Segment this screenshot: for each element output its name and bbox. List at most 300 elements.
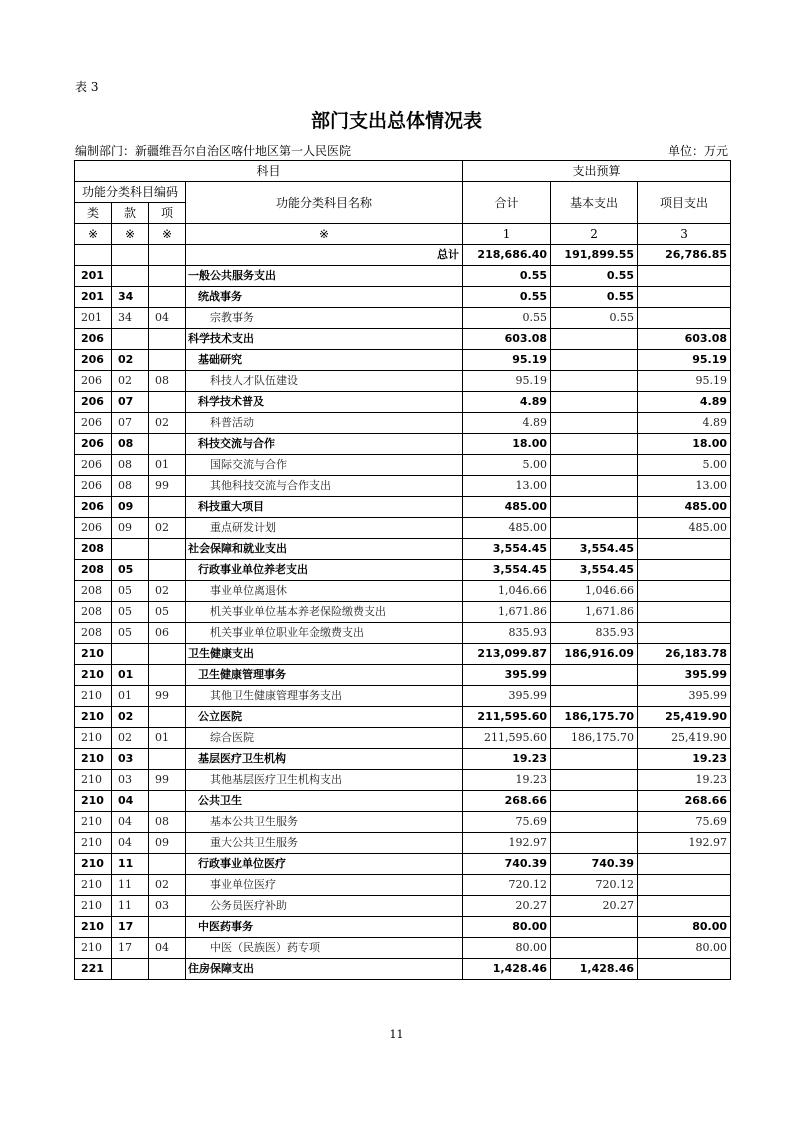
cell-total: 395.99 xyxy=(463,686,551,707)
cell-section-code: 17 xyxy=(112,938,149,959)
cell-class-code: 210 xyxy=(75,644,112,665)
cell-section-code: 17 xyxy=(112,917,149,938)
table-row xyxy=(75,770,731,791)
cell-subject-name: 中医药事务 xyxy=(186,917,463,938)
cell-total: 19.23 xyxy=(463,749,551,770)
cell-project: 603.08 xyxy=(638,329,731,350)
cell-project: 192.97 xyxy=(638,833,731,854)
cell-subject-name: 基本公共卫生服务 xyxy=(186,812,463,833)
table-row xyxy=(75,476,731,497)
cell-section-code xyxy=(112,959,149,980)
cell-subject-name: 科学技术普及 xyxy=(186,392,463,413)
cell-class-code: 210 xyxy=(75,791,112,812)
cell-total: 192.97 xyxy=(463,833,551,854)
cell-project xyxy=(638,854,731,875)
header-code-group: 功能分类科目编码 xyxy=(75,182,186,203)
cell-class-code: 201 xyxy=(75,266,112,287)
cell-section-code: 09 xyxy=(112,518,149,539)
cell-basic: 1,428.46 xyxy=(551,959,638,980)
cell-item-code: 02 xyxy=(149,518,186,539)
document-title: 部门支出总体情况表 xyxy=(310,110,482,132)
cell-basic xyxy=(551,476,638,497)
cell-basic: 0.55 xyxy=(551,266,638,287)
cell-project xyxy=(638,560,731,581)
cell-item-code: 04 xyxy=(149,308,186,329)
cell-item-code xyxy=(149,707,186,728)
cell-total: 395.99 xyxy=(463,665,551,686)
table-row xyxy=(75,602,731,623)
cell-subject-name: 基层医疗卫生机构 xyxy=(186,749,463,770)
cell-item-code xyxy=(149,644,186,665)
cell-class-code: 208 xyxy=(75,623,112,644)
cell-total: 4.89 xyxy=(463,413,551,434)
cell-project: 26,786.85 xyxy=(638,245,731,266)
cell-subject-name: 一般公共服务支出 xyxy=(186,266,463,287)
cell-class-code: 210 xyxy=(75,812,112,833)
cell-class-code xyxy=(75,245,112,266)
cell-project xyxy=(638,581,731,602)
cell-class-code: 210 xyxy=(75,707,112,728)
cell-item-code xyxy=(149,392,186,413)
cell-item-code: 08 xyxy=(149,812,186,833)
cell-subject-name: 公务员医疗补助 xyxy=(186,896,463,917)
cell-project: 485.00 xyxy=(638,518,731,539)
mark-cell: ※ xyxy=(186,224,463,245)
cell-project: 95.19 xyxy=(638,350,731,371)
table-row xyxy=(75,413,731,434)
cell-item-code xyxy=(149,560,186,581)
cell-total: 0.55 xyxy=(463,287,551,308)
cell-item-code xyxy=(149,749,186,770)
cell-class-code: 208 xyxy=(75,539,112,560)
table-row xyxy=(75,350,731,371)
header-lei: 类 xyxy=(75,203,112,224)
cell-project: 485.00 xyxy=(638,497,731,518)
cell-subject-name: 国际交流与合作 xyxy=(186,455,463,476)
unit-label: 单位：万元 xyxy=(667,144,728,158)
cell-subject-name: 社会保障和就业支出 xyxy=(186,539,463,560)
column-number-3: 3 xyxy=(638,224,731,245)
cell-total: 0.55 xyxy=(463,308,551,329)
cell-item-code xyxy=(149,791,186,812)
cell-item-code: 03 xyxy=(149,896,186,917)
cell-total: 603.08 xyxy=(463,329,551,350)
cell-class-code: 201 xyxy=(75,287,112,308)
cell-item-code xyxy=(149,539,186,560)
cell-basic xyxy=(551,812,638,833)
cell-item-code: 01 xyxy=(149,728,186,749)
cell-class-code: 206 xyxy=(75,350,112,371)
cell-subject-name: 其他基层医疗卫生机构支出 xyxy=(186,770,463,791)
cell-project: 395.99 xyxy=(638,665,731,686)
table-row xyxy=(75,266,731,287)
cell-project: 395.99 xyxy=(638,686,731,707)
cell-project xyxy=(638,875,731,896)
cell-total: 3,554.45 xyxy=(463,539,551,560)
cell-section-code: 09 xyxy=(112,497,149,518)
cell-basic: 186,175.70 xyxy=(551,707,638,728)
cell-basic: 3,554.45 xyxy=(551,560,638,581)
cell-section-code xyxy=(112,539,149,560)
cell-section-code: 07 xyxy=(112,413,149,434)
cell-class-code: 210 xyxy=(75,665,112,686)
cell-class-code: 208 xyxy=(75,560,112,581)
table-row xyxy=(75,581,731,602)
cell-total: 5.00 xyxy=(463,455,551,476)
table-row xyxy=(75,539,731,560)
cell-total: 213,099.87 xyxy=(463,644,551,665)
cell-total: 1,046.66 xyxy=(463,581,551,602)
cell-basic xyxy=(551,791,638,812)
cell-section-code: 34 xyxy=(112,308,149,329)
cell-basic xyxy=(551,938,638,959)
cell-class-code: 210 xyxy=(75,938,112,959)
cell-basic: 1,671.86 xyxy=(551,602,638,623)
table-row xyxy=(75,665,731,686)
cell-class-code: 210 xyxy=(75,875,112,896)
cell-item-code: 99 xyxy=(149,686,186,707)
cell-section-code: 34 xyxy=(112,287,149,308)
cell-project xyxy=(638,896,731,917)
cell-project: 4.89 xyxy=(638,413,731,434)
cell-class-code: 221 xyxy=(75,959,112,980)
cell-project: 80.00 xyxy=(638,938,731,959)
table-row xyxy=(75,833,731,854)
mark-cell: ※ xyxy=(112,224,149,245)
cell-item-code xyxy=(149,329,186,350)
table-row xyxy=(75,392,731,413)
cell-section-code: 04 xyxy=(112,833,149,854)
table-row xyxy=(75,644,731,665)
cell-section-code: 04 xyxy=(112,812,149,833)
cell-subject-name: 行政事业单位养老支出 xyxy=(186,560,463,581)
cell-subject-name: 科学技术支出 xyxy=(186,329,463,350)
cell-subject-name: 行政事业单位医疗 xyxy=(186,854,463,875)
cell-project: 19.23 xyxy=(638,749,731,770)
cell-basic xyxy=(551,371,638,392)
table-row xyxy=(75,497,731,518)
cell-subject-name: 卫生健康支出 xyxy=(186,644,463,665)
cell-subject-name: 科技重大项目 xyxy=(186,497,463,518)
cell-subject-name: 机关事业单位基本养老保险缴费支出 xyxy=(186,602,463,623)
cell-total: 18.00 xyxy=(463,434,551,455)
cell-section-code: 02 xyxy=(112,350,149,371)
cell-basic: 186,916.09 xyxy=(551,644,638,665)
header-row-4 xyxy=(75,224,731,245)
cell-project: 18.00 xyxy=(638,434,731,455)
cell-class-code: 210 xyxy=(75,749,112,770)
cell-basic xyxy=(551,392,638,413)
cell-basic xyxy=(551,455,638,476)
cell-basic: 191,899.55 xyxy=(551,245,638,266)
cell-class-code: 206 xyxy=(75,434,112,455)
cell-total: 0.55 xyxy=(463,266,551,287)
cell-project xyxy=(638,287,731,308)
cell-total: 19.23 xyxy=(463,770,551,791)
cell-item-code: 09 xyxy=(149,833,186,854)
cell-total: 1,428.46 xyxy=(463,959,551,980)
cell-class-code: 210 xyxy=(75,686,112,707)
cell-class-code: 201 xyxy=(75,308,112,329)
cell-class-code: 206 xyxy=(75,329,112,350)
cell-basic xyxy=(551,413,638,434)
cell-total: 218,686.40 xyxy=(463,245,551,266)
cell-project: 25,419.90 xyxy=(638,728,731,749)
cell-basic xyxy=(551,686,638,707)
cell-item-code xyxy=(149,245,186,266)
cell-basic: 740.39 xyxy=(551,854,638,875)
cell-section-code: 03 xyxy=(112,749,149,770)
cell-subject-name: 重点研发计划 xyxy=(186,518,463,539)
cell-project: 5.00 xyxy=(638,455,731,476)
cell-total: 13.00 xyxy=(463,476,551,497)
compiling-department: 编制部门：新疆维吾尔自治区喀什地区第一人民医院 xyxy=(75,144,352,158)
cell-project xyxy=(638,539,731,560)
cell-basic xyxy=(551,749,638,770)
table-row xyxy=(75,749,731,770)
cell-section-code: 11 xyxy=(112,875,149,896)
cell-section-code: 02 xyxy=(112,728,149,749)
cell-basic xyxy=(551,665,638,686)
cell-class-code: 208 xyxy=(75,581,112,602)
cell-item-code: 05 xyxy=(149,602,186,623)
table-row xyxy=(75,917,731,938)
cell-subject-name: 科普活动 xyxy=(186,413,463,434)
cell-class-code: 206 xyxy=(75,371,112,392)
table-row xyxy=(75,287,731,308)
cell-total: 211,595.60 xyxy=(463,728,551,749)
cell-class-code: 210 xyxy=(75,770,112,791)
cell-total: 211,595.60 xyxy=(463,707,551,728)
header-row-2 xyxy=(75,182,731,203)
cell-total: 95.19 xyxy=(463,371,551,392)
cell-section-code: 04 xyxy=(112,791,149,812)
cell-item-code: 99 xyxy=(149,770,186,791)
cell-project: 268.66 xyxy=(638,791,731,812)
cell-section-code: 03 xyxy=(112,770,149,791)
cell-basic xyxy=(551,497,638,518)
cell-item-code: 01 xyxy=(149,455,186,476)
column-number-1: 1 xyxy=(463,224,551,245)
cell-total: 80.00 xyxy=(463,938,551,959)
cell-class-code: 206 xyxy=(75,413,112,434)
cell-total: 3,554.45 xyxy=(463,560,551,581)
table-row xyxy=(75,434,731,455)
cell-section-code xyxy=(112,329,149,350)
cell-total: 485.00 xyxy=(463,518,551,539)
cell-project: 19.23 xyxy=(638,770,731,791)
cell-item-code xyxy=(149,665,186,686)
cell-basic xyxy=(551,329,638,350)
table-row xyxy=(75,728,731,749)
table-row xyxy=(75,560,731,581)
cell-total: 485.00 xyxy=(463,497,551,518)
cell-class-code: 206 xyxy=(75,455,112,476)
cell-project: 26,183.78 xyxy=(638,644,731,665)
cell-basic: 720.12 xyxy=(551,875,638,896)
cell-subject-name: 统战事务 xyxy=(186,287,463,308)
cell-section-code: 05 xyxy=(112,560,149,581)
cell-subject-name: 公立医院 xyxy=(186,707,463,728)
cell-class-code: 206 xyxy=(75,497,112,518)
cell-subject-name: 公共卫生 xyxy=(186,791,463,812)
cell-class-code: 206 xyxy=(75,392,112,413)
header-xiang: 项 xyxy=(149,203,186,224)
cell-subject-name: 住房保障支出 xyxy=(186,959,463,980)
cell-class-code: 210 xyxy=(75,833,112,854)
cell-total: 95.19 xyxy=(463,350,551,371)
cell-class-code: 206 xyxy=(75,476,112,497)
cell-basic: 186,175.70 xyxy=(551,728,638,749)
cell-subject-name: 科技交流与合作 xyxy=(186,434,463,455)
cell-item-code: 02 xyxy=(149,413,186,434)
table-row xyxy=(75,875,731,896)
cell-section-code xyxy=(112,245,149,266)
cell-class-code: 210 xyxy=(75,854,112,875)
table-row xyxy=(75,686,731,707)
cell-section-code: 11 xyxy=(112,896,149,917)
cell-item-code: 99 xyxy=(149,476,186,497)
cell-basic xyxy=(551,434,638,455)
table-row xyxy=(75,707,731,728)
table-row xyxy=(75,812,731,833)
cell-item-code: 06 xyxy=(149,623,186,644)
cell-item-code xyxy=(149,497,186,518)
cell-item-code xyxy=(149,434,186,455)
cell-section-code: 07 xyxy=(112,392,149,413)
table-row xyxy=(75,308,731,329)
header-subject: 科目 xyxy=(75,161,463,182)
cell-subject-name: 基础研究 xyxy=(186,350,463,371)
cell-item-code: 04 xyxy=(149,938,186,959)
cell-project: 4.89 xyxy=(638,392,731,413)
cell-subject-name: 中医（民族医）药专项 xyxy=(186,938,463,959)
cell-basic: 0.55 xyxy=(551,287,638,308)
header-project: 项目支出 xyxy=(638,182,731,224)
header-kuan: 款 xyxy=(112,203,149,224)
cell-item-code xyxy=(149,917,186,938)
cell-project: 80.00 xyxy=(638,917,731,938)
cell-item-code: 02 xyxy=(149,875,186,896)
cell-basic xyxy=(551,518,638,539)
cell-basic xyxy=(551,350,638,371)
cell-basic xyxy=(551,770,638,791)
cell-class-code: 210 xyxy=(75,917,112,938)
table-row xyxy=(75,623,731,644)
cell-total: 80.00 xyxy=(463,917,551,938)
cell-basic: 835.93 xyxy=(551,623,638,644)
mark-cell: ※ xyxy=(149,224,186,245)
cell-project xyxy=(638,308,731,329)
cell-total: 75.69 xyxy=(463,812,551,833)
cell-subject-name: 事业单位医疗 xyxy=(186,875,463,896)
cell-subject-name: 科技人才队伍建设 xyxy=(186,371,463,392)
cell-class-code: 210 xyxy=(75,896,112,917)
cell-subject-name: 其他科技交流与合作支出 xyxy=(186,476,463,497)
cell-basic: 3,554.45 xyxy=(551,539,638,560)
cell-basic: 20.27 xyxy=(551,896,638,917)
cell-item-code: 08 xyxy=(149,371,186,392)
cell-subject-name: 重大公共卫生服务 xyxy=(186,833,463,854)
table-row xyxy=(75,245,731,266)
cell-class-code: 210 xyxy=(75,728,112,749)
cell-class-code: 206 xyxy=(75,518,112,539)
cell-project xyxy=(638,959,731,980)
expenditure-table xyxy=(74,160,731,980)
header-row-1 xyxy=(75,161,731,182)
cell-class-code: 208 xyxy=(75,602,112,623)
cell-project xyxy=(638,602,731,623)
cell-section-code: 11 xyxy=(112,854,149,875)
cell-subject-name: 事业单位离退休 xyxy=(186,581,463,602)
cell-subject-name: 宗教事务 xyxy=(186,308,463,329)
header-subject-name: 功能分类科目名称 xyxy=(186,182,463,224)
cell-total: 835.93 xyxy=(463,623,551,644)
cell-item-code xyxy=(149,854,186,875)
cell-total: 4.89 xyxy=(463,392,551,413)
cell-section-code xyxy=(112,644,149,665)
page-number: 11 xyxy=(389,1028,404,1041)
cell-section-code: 01 xyxy=(112,686,149,707)
cell-subject-name: 卫生健康管理事务 xyxy=(186,665,463,686)
header-total: 合计 xyxy=(463,182,551,224)
cell-basic xyxy=(551,833,638,854)
cell-total: 720.12 xyxy=(463,875,551,896)
cell-total: 268.66 xyxy=(463,791,551,812)
cell-project: 75.69 xyxy=(638,812,731,833)
cell-section-code: 08 xyxy=(112,476,149,497)
cell-project: 13.00 xyxy=(638,476,731,497)
table-row xyxy=(75,854,731,875)
cell-section-code: 02 xyxy=(112,707,149,728)
header-basic: 基本支出 xyxy=(551,182,638,224)
table-row xyxy=(75,959,731,980)
table-row xyxy=(75,896,731,917)
cell-section-code: 08 xyxy=(112,434,149,455)
mark-cell: ※ xyxy=(75,224,112,245)
table-row xyxy=(75,455,731,476)
header-budget: 支出预算 xyxy=(463,161,731,182)
cell-item-code xyxy=(149,350,186,371)
cell-total: 740.39 xyxy=(463,854,551,875)
table-row xyxy=(75,329,731,350)
table-number-label: 表 3 xyxy=(75,80,99,94)
cell-basic: 0.55 xyxy=(551,308,638,329)
table-row xyxy=(75,371,731,392)
column-number-2: 2 xyxy=(551,224,638,245)
cell-basic: 1,046.66 xyxy=(551,581,638,602)
cell-subject-name: 综合医院 xyxy=(186,728,463,749)
cell-section-code: 01 xyxy=(112,665,149,686)
cell-section-code: 08 xyxy=(112,455,149,476)
table-row xyxy=(75,518,731,539)
table-row xyxy=(75,938,731,959)
cell-basic xyxy=(551,917,638,938)
cell-section-code: 02 xyxy=(112,371,149,392)
cell-project: 25,419.90 xyxy=(638,707,731,728)
cell-subject-name: 机关事业单位职业年金缴费支出 xyxy=(186,623,463,644)
cell-item-code xyxy=(149,959,186,980)
cell-section-code xyxy=(112,266,149,287)
cell-section-code: 05 xyxy=(112,602,149,623)
cell-item-code xyxy=(149,266,186,287)
cell-total: 1,671.86 xyxy=(463,602,551,623)
cell-item-code xyxy=(149,287,186,308)
cell-project xyxy=(638,623,731,644)
cell-section-code: 05 xyxy=(112,581,149,602)
cell-total: 20.27 xyxy=(463,896,551,917)
table-body xyxy=(75,245,731,980)
